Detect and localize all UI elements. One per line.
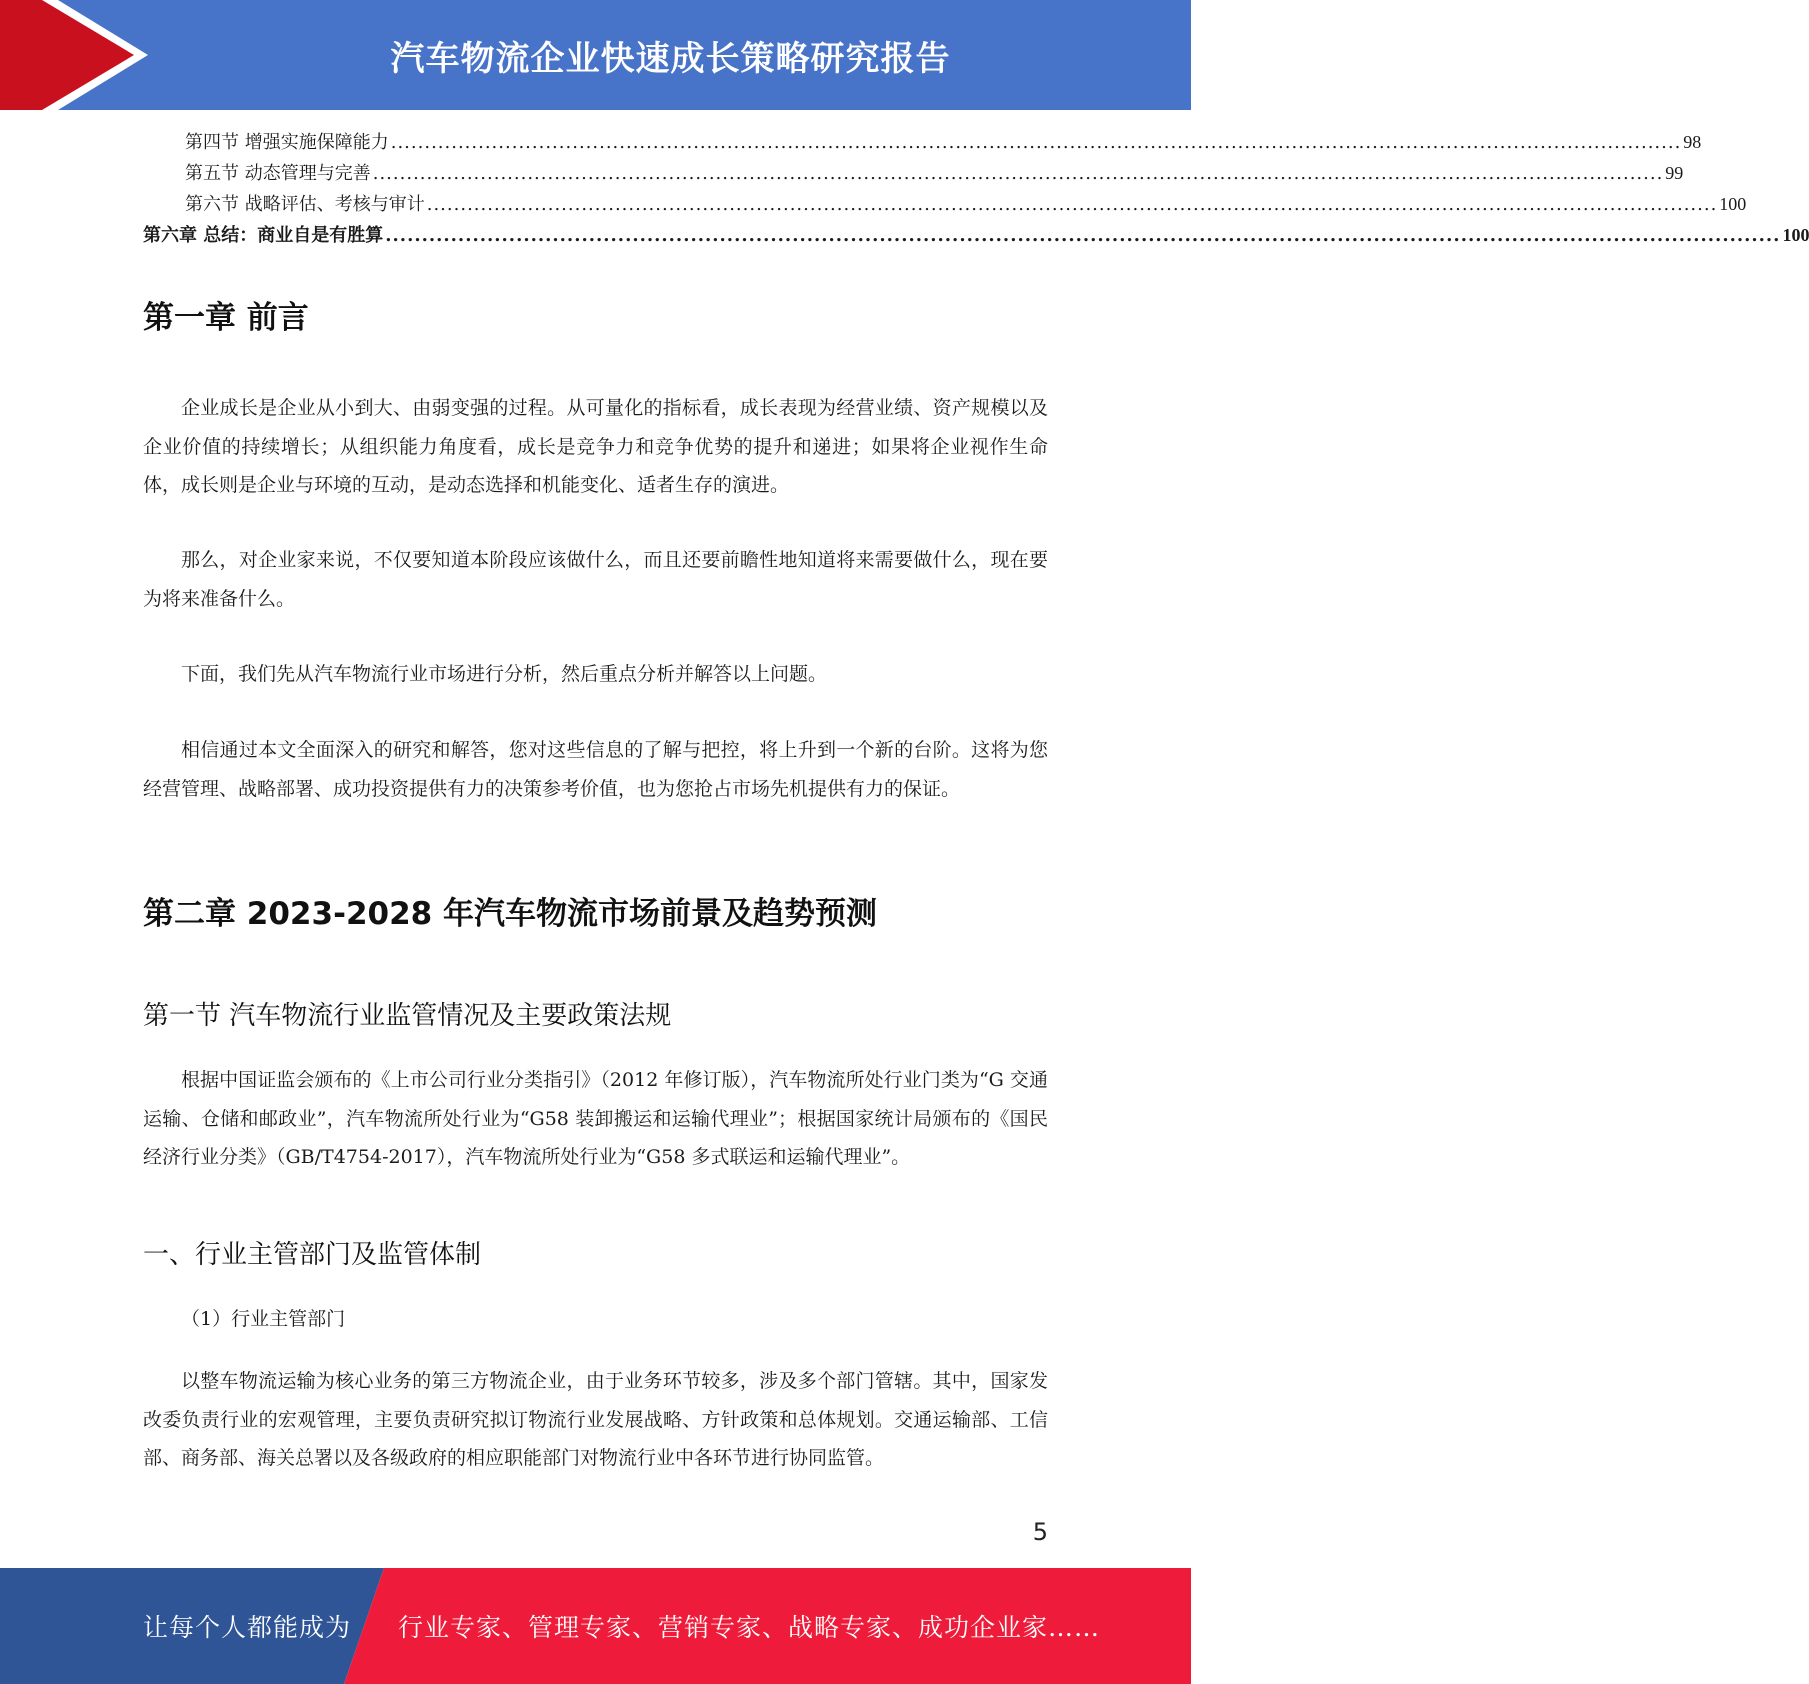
footer-slogan-right: 行业专家、管理专家、营销专家、战略专家、成功企业家…… [398, 1613, 1101, 1642]
chapter-2-heading: 第二章 2023-2028 年汽车物流市场前景及趋势预测 [143, 896, 878, 932]
table-of-contents [143, 128, 1809, 252]
toc-entry-page: 98 [1683, 132, 1702, 152]
regulation-paragraph: 以整车物流运输为核心业务的第三方物流企业，由于业务环节较多，涉及多个部门管辖。其中，国家发改委负责行业的宏观管理，主要负责研究拟订物流行业发展战略、方针政策和总体规划。交通运输部、工信部、商务部、海关总署以及各级政府的相应职能部门对物流行业中各环节进行协同监管。 [143, 1370, 1048, 1469]
toc-entry[interactable] [143, 128, 1702, 159]
toc-leader-dots: ................................................................................................................................................................................................ [372, 163, 1664, 184]
item-label: （1）行业主管部门 [181, 1308, 346, 1330]
section-1-paragraph: 根据中国证监会颁布的《上市公司行业分类指引》（2012 年修订版），汽车物流所处行业门类为“G 交通运输、仓储和邮政业”，汽车物流所处行业为“G58 装卸搬运和运输代理业”；根据国家统计局颁布的《国民经济行业分类》（GB/T4754-2017），汽车物流所处行业为“G58 多式联运和运输代理业”。 [143, 1069, 1048, 1168]
red-arrow-icon [0, 0, 160, 110]
toc-leader-dots: ................................................................................................................................................................................................ [385, 225, 1781, 246]
toc-chapter-entry[interactable] [143, 221, 1809, 252]
toc-entry-label: 第六节 战略评估、考核与审计 [185, 194, 425, 215]
subsection-heading: 一、行业主管部门及监管体制 [143, 1240, 482, 1270]
report-title: 汽车物流企业快速成长策略研究报告 [390, 38, 951, 79]
toc-entry-label: 第四节 增强实施保障能力 [185, 132, 389, 153]
footer-banner [0, 1568, 1191, 1684]
intro-paragraph-3: 下面，我们先从汽车物流行业市场进行分析，然后重点分析并解答以上问题。 [181, 663, 828, 685]
intro-paragraph-1: 企业成长是企业从小到大、由弱变强的过程。从可量化的指标看，成长表现为经营业绩、资产规模以及企业价值的持续增长；从组织能力角度看，成长是竞争力和竞争优势的提升和递进；如果将企业视作生命体，成长则是企业与环境的互动，是动态选择和机能变化、适者生存的演进。 [143, 397, 1048, 496]
intro-paragraph-4: 相信通过本文全面深入的研究和解答，您对这些信息的了解与把控，将上升到一个新的台阶。这将为您经营管理、战略部署、成功投资提供有力的决策参考价值，也为您抢占市场先机提供有力的保证。 [143, 739, 1048, 800]
toc-leader-dots: ................................................................................................................................................................................................ [390, 132, 1682, 153]
page-number: 5 [1032, 1518, 1048, 1546]
toc-entry-page: 100 [1782, 225, 1809, 245]
toc-entry-label: 第五节 动态管理与完善 [185, 163, 371, 184]
toc-entry-page: 100 [1719, 194, 1747, 214]
toc-leader-dots: ................................................................................................................................................................................................ [426, 194, 1718, 215]
header-banner [0, 0, 1191, 110]
chapter-1-heading: 第一章 前言 [143, 300, 309, 336]
toc-entry[interactable] [143, 159, 1684, 190]
toc-entry[interactable] [143, 190, 1747, 221]
toc-entry-label: 第六章 总结：商业自是有胜算 [143, 225, 384, 246]
toc-entry-page: 99 [1665, 163, 1684, 183]
intro-paragraph-2: 那么，对企业家来说，不仅要知道本阶段应该做什么，而且还要前瞻性地知道将来需要做什么，现在要为将来准备什么。 [143, 549, 1048, 610]
footer-slogan-left: 让每个人都能成为 [143, 1613, 352, 1642]
section-1-heading: 第一节 汽车物流行业监管情况及主要政策法规 [143, 1001, 672, 1031]
